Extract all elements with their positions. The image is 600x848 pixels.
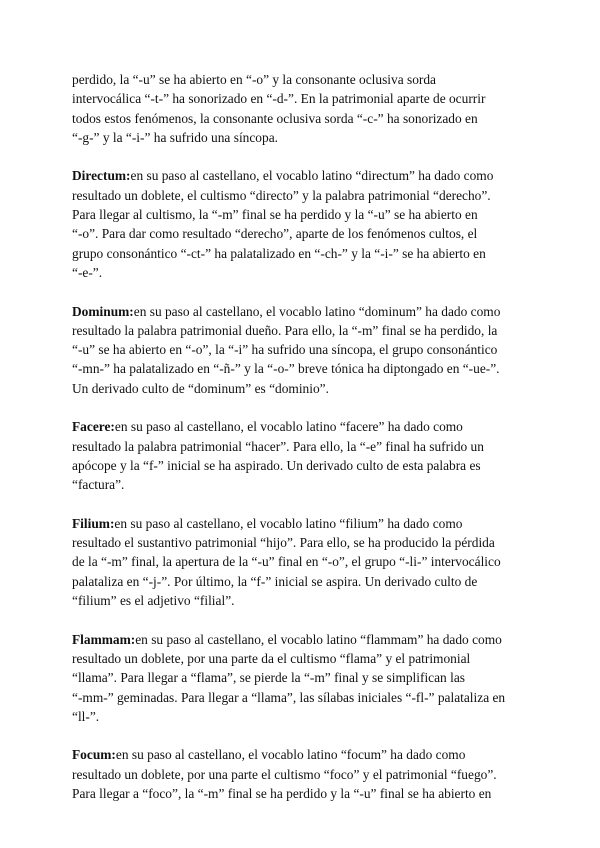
text-line: palataliza en “-j-”. Por último, la “f-” inicial se aspira. Un derivado culto de xyxy=(72,573,478,589)
text-line: “llama”. Para llegar a “flama”, se pierde la “-m” final y se simplifican las xyxy=(72,670,465,686)
entry-directum xyxy=(72,166,532,282)
entry-filium xyxy=(72,514,532,610)
text-line: “-u” se ha abierto en “-o”, la “-i” ha sufrido una síncopa, el grupo consonántico xyxy=(72,342,498,358)
text-line: Para llegar al cultismo, la “-m” final se ha perdido y la “-u” se ha abierto en xyxy=(72,207,478,223)
text-line: “-mn-” ha palatalizado en “-ñ-” y la “-o-” breve tónica ha diptongado en “-ue-”. xyxy=(72,361,500,377)
entry-term: Facere: xyxy=(72,419,115,435)
text-line: Un derivado culto de “dominum” es “dominio”. xyxy=(72,380,329,396)
text-line: resultado el sustantivo patrimonial “hijo”. Para ello, se ha producido la pérdida xyxy=(72,535,495,551)
text-line: en su paso al castellano, el vocablo latino “facere” ha dado como xyxy=(114,419,463,435)
entry-focum xyxy=(72,745,532,803)
entry-term: Dominum: xyxy=(72,303,134,319)
entry-term: Filium: xyxy=(72,515,115,531)
text-line: “-e-”. xyxy=(72,264,103,280)
text-line: en su paso al castellano, el vocablo latino “filium” ha dado como xyxy=(114,515,463,531)
document-page xyxy=(72,70,532,823)
text-line: de la “-m” final, la apertura de la “-u” final en “-o”, el grupo “-li-” intervocálico xyxy=(72,554,501,570)
text-line: “-o”. Para dar como resultado “derecho”, aparte de los fenómenos cultos, el xyxy=(72,226,478,242)
text-line: resultado un doblete, el cultismo “directo” y la palabra patrimonial “derecho”. xyxy=(72,187,491,203)
text-line: en su paso al castellano, el vocablo latino “focum” ha dado como xyxy=(115,747,466,763)
text-line: intervocálica “-t-” ha sonorizado en “-d-”. En la patrimonial aparte de ocurrir xyxy=(72,91,486,107)
text-line: en su paso al castellano, el vocablo latino “dominum” ha dado como xyxy=(133,303,501,319)
entry-term: Flammam: xyxy=(72,631,136,647)
entry-flammam xyxy=(72,630,532,726)
text-line: resultado la palabra patrimonial dueño. Para ello, la “-m” final se ha perdido, la xyxy=(72,322,498,338)
entry-term: Focum: xyxy=(72,747,116,763)
text-line: “-g-” y la “-i-” ha sufrido una síncopa. xyxy=(72,129,278,145)
entry-dominum xyxy=(72,302,532,398)
text-line: “ll-”. xyxy=(72,708,100,724)
text-line: todos estos fenómenos, la consonante oclusiva sorda “-c-” ha sonorizado en xyxy=(72,110,478,126)
entry-facere xyxy=(72,417,532,494)
entry-term: Directum: xyxy=(72,168,131,184)
continuation-paragraph xyxy=(72,70,532,147)
text-line: perdido, la “-u” se ha abierto en “-o” y la consonante oclusiva sorda xyxy=(72,72,437,87)
text-line: “factura”. xyxy=(72,477,125,493)
text-line: “filium” es el adjetivo “filial”. xyxy=(72,593,235,609)
text-line: Para llegar a “foco”, la “-m” final se ha perdido y la “-u” final se ha abierto en xyxy=(72,785,492,801)
text-line: grupo consonántico “-ct-” ha palatalizado en “-ch-” y la “-i-” se ha abierto en xyxy=(72,245,486,261)
text-line: resultado un doblete, por una parte da el cultismo “flama” y el patrimonial xyxy=(72,650,471,666)
text-line: apócope y la “f-” inicial se ha aspirado. Un derivado culto de esta palabra es xyxy=(72,457,481,473)
text-line: “-mm-” geminadas. Para llegar a “llama”, las sílabas iniciales “-fl-” palataliza en xyxy=(72,689,506,705)
text-line: en su paso al castellano, el vocablo latino “flammam” ha dado como xyxy=(135,631,502,647)
text-line: en su paso al castellano, el vocablo latino “directum” ha dado como xyxy=(130,168,494,184)
text-line: resultado un doblete, por una parte el cultismo “foco” y el patrimonial “fuego”. xyxy=(72,766,497,782)
text-line: resultado la palabra patrimonial “hacer”. Para ello, la “-e” final ha sufrido un xyxy=(72,438,484,454)
